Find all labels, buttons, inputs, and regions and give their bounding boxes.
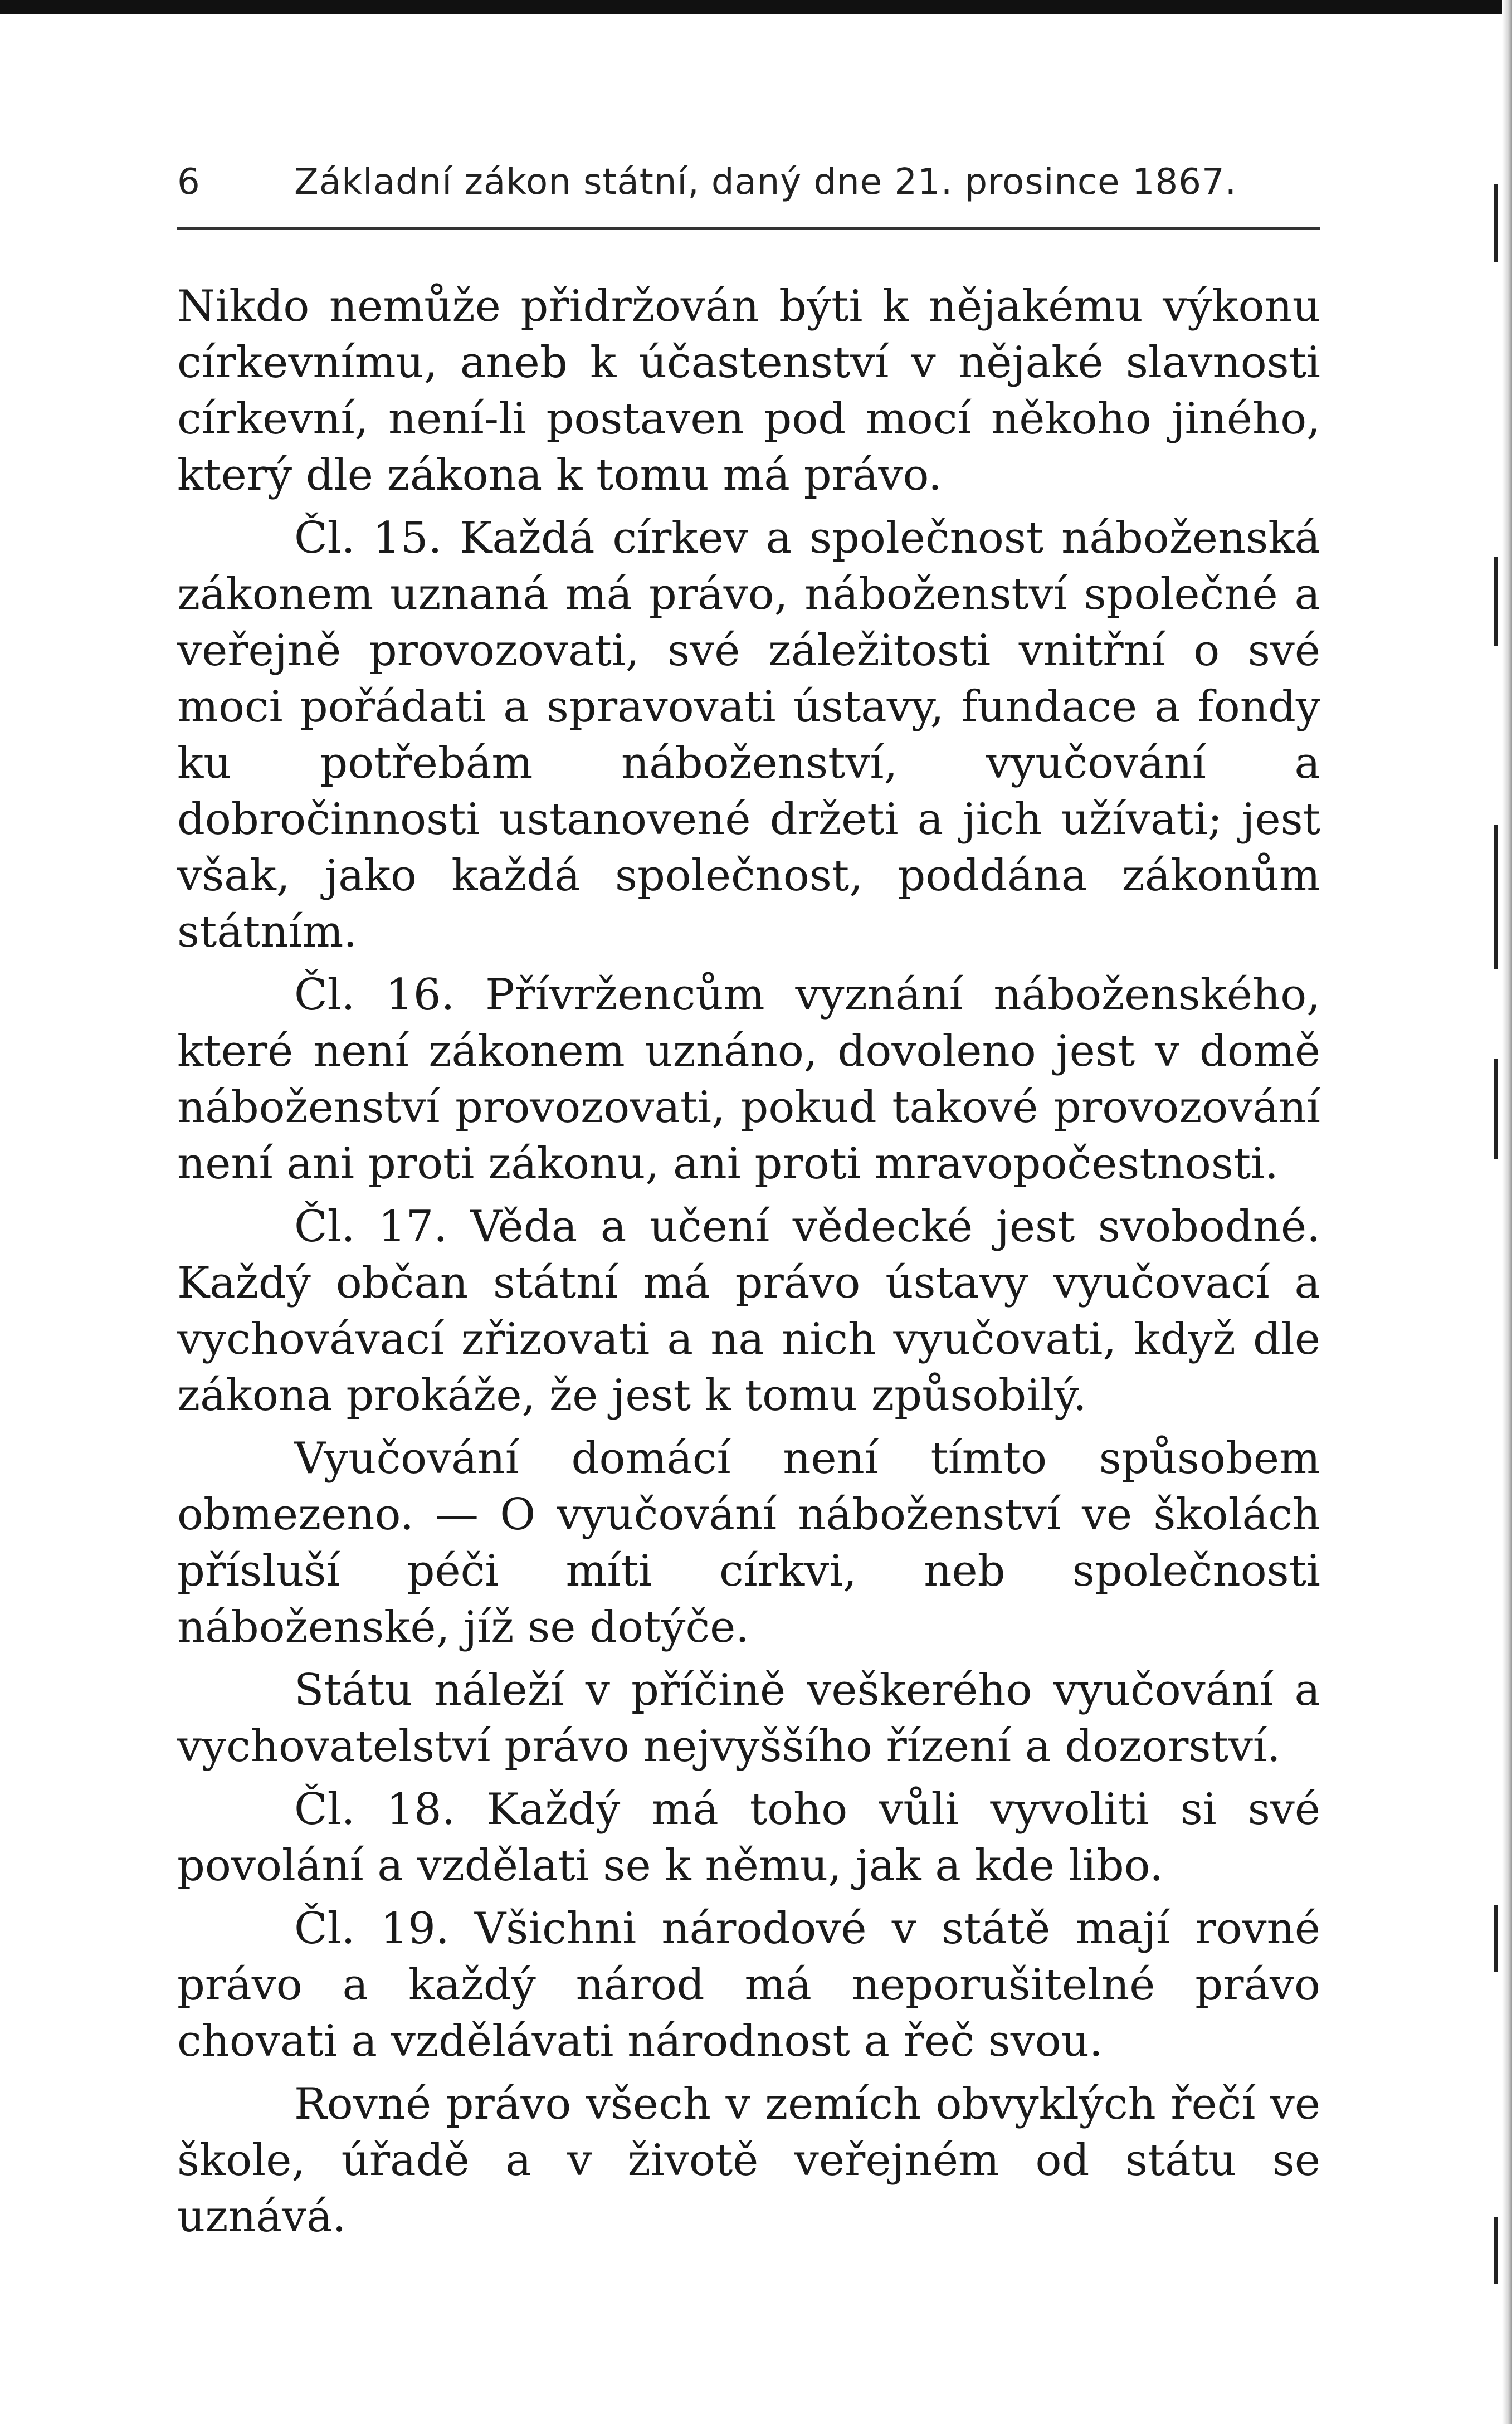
scan-top-border bbox=[0, 0, 1512, 14]
paragraph: Vyučování domácí není tímto spůsobem obmezeno. — O vyučování náboženství ve školách přísluší péči míti církvi, neb společnosti náboženské, jíž se dotýče. bbox=[177, 1433, 1320, 1652]
page-number: 6 bbox=[177, 162, 201, 203]
edge-mark bbox=[1494, 557, 1498, 646]
paragraph-article-16: Čl. 16. Přívržencům vyznání náboženského, které není zákonem uznáno, dovoleno jest v domě náboženství provozovati, pokud takové provozování není ani proti zákonu, ani proti mravopočestnosti. bbox=[177, 970, 1320, 1189]
paragraph: Nikdo nemůže přidržován býti k nějakému výkonu církevnímu, aneb k účastenství v nějaké slavnosti církevní, není-li postaven pod mocí někoho jiného, který dle zákona k tomu má právo. bbox=[177, 281, 1320, 500]
edge-mark bbox=[1494, 1059, 1498, 1159]
paragraph-article-15: Čl. 15. Každá církev a společnost náboženská zákonem uznaná má právo, náboženství společné a veřejně provozovati, své záležitosti vnitřní o své moci pořádati a spravovati ústavy, fundace a fondy ku potřebám náboženství, vyučování a dobročinnosti ustanovené držeti a jich užívati; jest však, jako každá společnost, poddána zákonům státním. bbox=[177, 513, 1320, 957]
edge-mark bbox=[1494, 825, 1498, 969]
paragraph-article-18: Čl. 18. Každý má toho vůli vyvoliti si své povolání a vzdělati se k němu, jak a kde libo. bbox=[177, 1784, 1320, 1891]
paragraph: Státu náleží v příčině veškerého vyučování a vychovatelství právo nejvyššího řízení a dozorství. bbox=[177, 1665, 1320, 1772]
body-text bbox=[177, 279, 1320, 2245]
paragraph-article-17: Čl. 17. Věda a učení vědecké jest svobodné. Každý občan státní má právo ústavy vyučovací a vychovávací zřizovati a na nich vyučovati, když dle zákona prokáže, že jest k tomu způsobilý. bbox=[177, 1202, 1320, 1421]
paragraph-article-19: Čl. 19. Všichni národové v státě mají rovné právo a každý národ má neporušitelné právo chovati a vzdělávati národnost a řeč svou. bbox=[177, 1904, 1320, 2066]
paragraph: Rovné právo všech v zemích obvyklých řečí ve škole, úřadě a v životě veřejném od státu se uznává. bbox=[177, 2079, 1320, 2242]
edge-mark bbox=[1494, 184, 1498, 262]
edge-mark bbox=[1494, 1905, 1498, 1972]
edge-mark bbox=[1494, 2217, 1498, 2284]
header-rule bbox=[177, 227, 1320, 230]
page-edge-shadow bbox=[1502, 0, 1512, 2424]
running-head-title: Základní zákon státní, daný dne 21. prosince 1867. bbox=[294, 162, 1237, 203]
running-head bbox=[177, 162, 1320, 212]
